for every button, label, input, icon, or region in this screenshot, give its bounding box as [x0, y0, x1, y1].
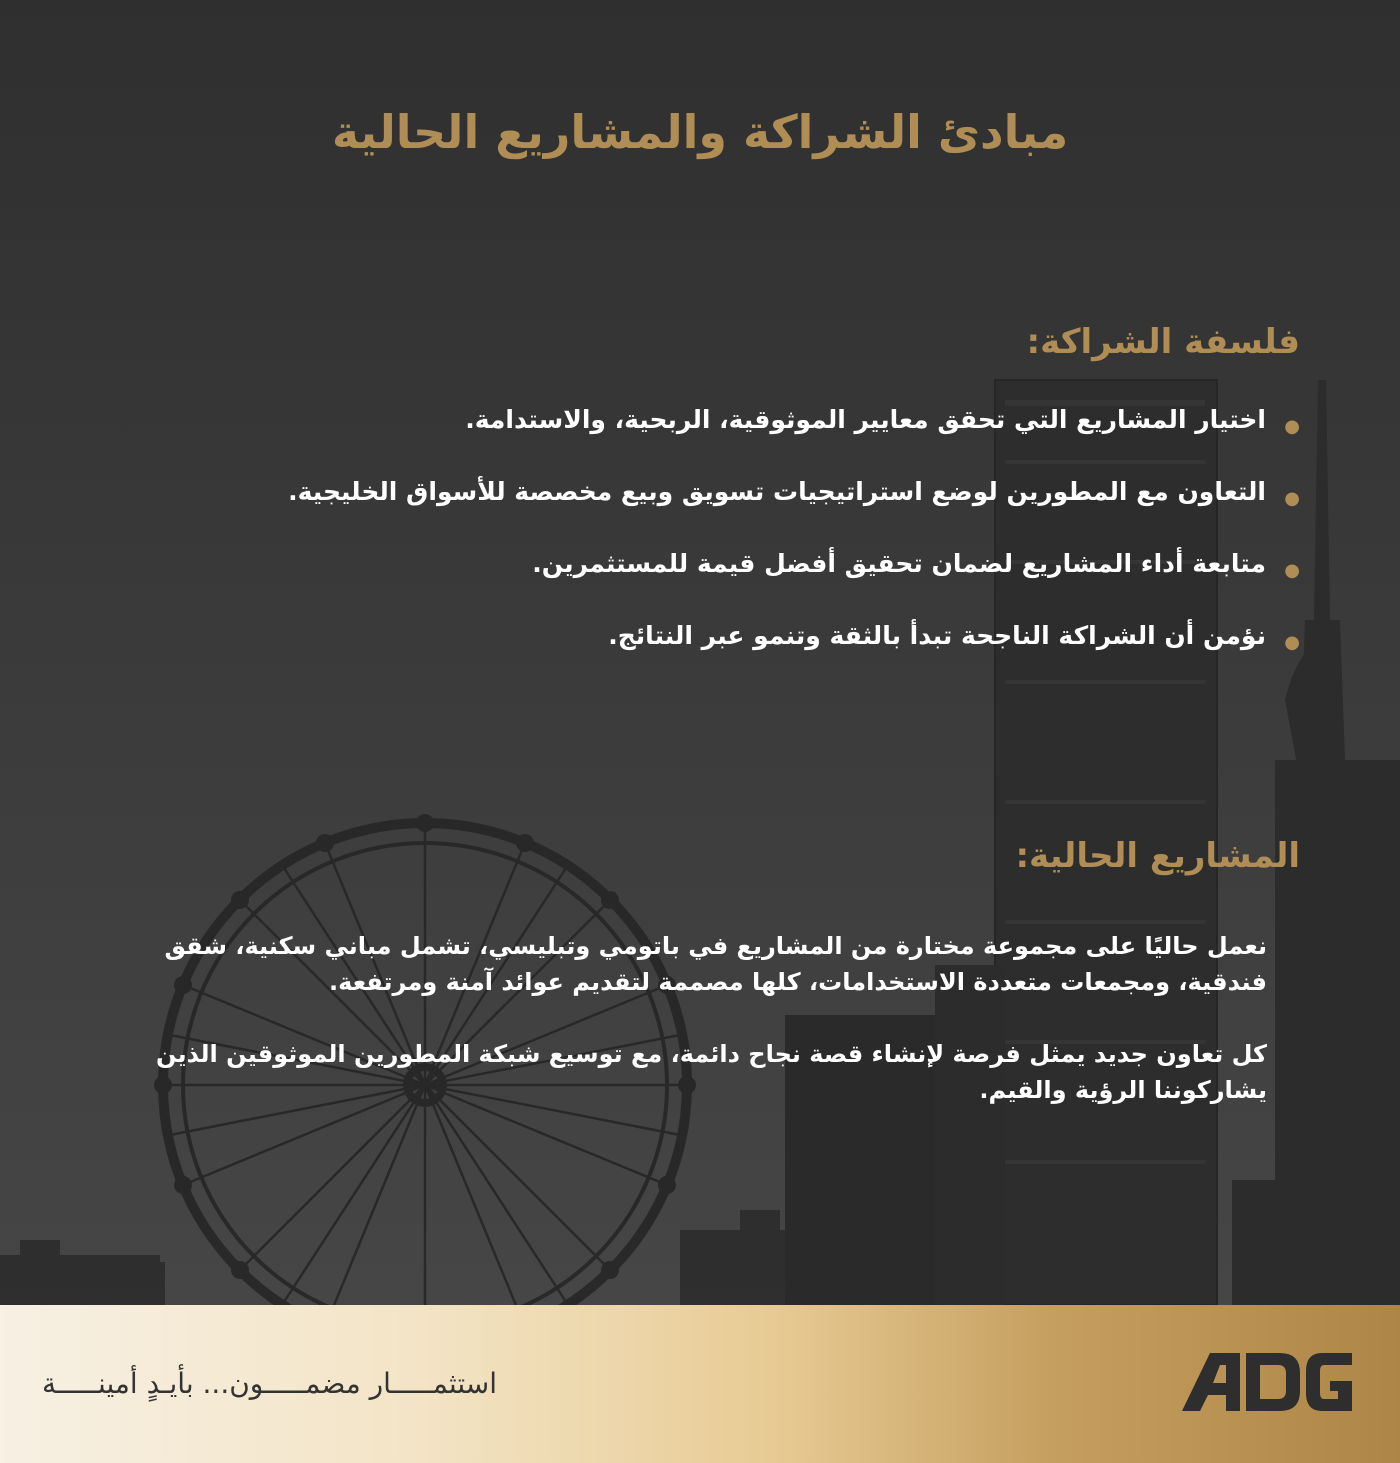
- footer-tagline: استثمـــــار مضمـــــون... بأيـدٍ أمينـــــة: [42, 1367, 498, 1400]
- bullet-dot-icon: ●: [1284, 416, 1300, 437]
- list-item-text: التعاون مع المطورين لوضع استراتيجيات تسويق وبيع مخصصة للأسواق الخليجية.: [288, 477, 1266, 506]
- projects-heading: المشاريع الحالية:: [1015, 836, 1300, 876]
- footer-bar: [0, 1305, 1400, 1463]
- list-item: [100, 405, 1300, 435]
- bullet-dot-icon: ●: [1284, 488, 1300, 509]
- list-item: [100, 477, 1300, 507]
- list-item-text: نؤمن أن الشراكة الناجحة تبدأ بالثقة وتنمو عبر النتائج.: [608, 621, 1266, 650]
- projects-paragraph-1: نعمل حاليًا على مجموعة مختارة من المشاريع في باتومي وتبليسي، تشمل مباني سكنية، شقق فندقية، ومجمعات متعددة الاستخدامات، كلها مصممة لتقديم عوائد آمنة ومرتفعة.: [164, 932, 1267, 996]
- philosophy-heading: فلسفة الشراكة:: [1026, 322, 1300, 362]
- bullet-dot-icon: ●: [1284, 632, 1300, 653]
- list-item: [100, 549, 1300, 579]
- list-item: [100, 621, 1300, 651]
- page-title: مبادئ الشراكة والمشاريع الحالية: [331, 105, 1069, 159]
- list-item-text: اختيار المشاريع التي تحقق معايير الموثوقية، الربحية، والاستدامة.: [465, 405, 1266, 434]
- projects-paragraph-2: كل تعاون جديد يمثل فرصة لإنشاء قصة نجاح دائمة، مع توسيع شبكة المطورين الموثوقين الذين يشاركوننا الرؤية والقيم.: [156, 1040, 1267, 1104]
- philosophy-list: [100, 405, 1300, 693]
- list-item-text: متابعة أداء المشاريع لضمان تحقيق أفضل قيمة للمستثمرين.: [532, 549, 1266, 578]
- bullet-dot-icon: ●: [1284, 560, 1300, 581]
- adg-logo-icon: [1182, 1351, 1352, 1411]
